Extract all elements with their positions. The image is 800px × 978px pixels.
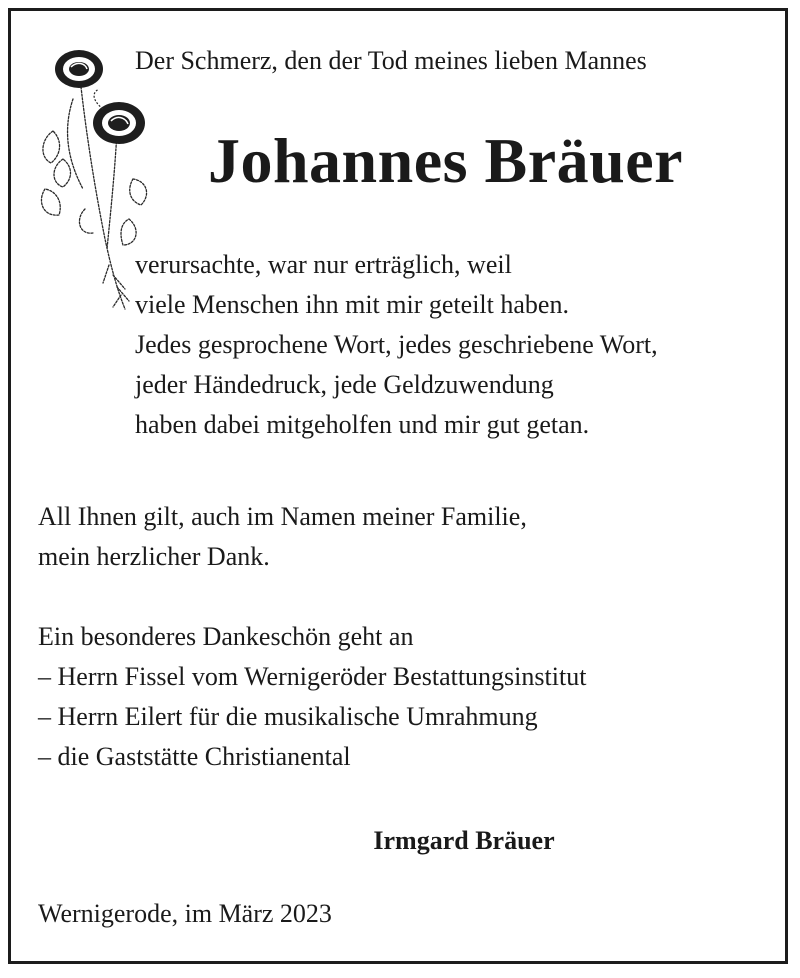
text-line: verursachte, war nur erträglich, weil [135, 250, 512, 279]
deceased-name: Johannes Bräuer [207, 125, 684, 196]
signature: Irmgard Bräuer [373, 826, 555, 855]
thanks-paragraph [135, 245, 658, 445]
obituary-notice [8, 8, 788, 964]
list-heading: Ein besonderes Dankeschön geht an [38, 622, 414, 651]
special-thanks-list [38, 617, 586, 777]
text-line: Jedes gesprochene Wort, jedes geschriebene Wort, [135, 330, 658, 359]
text-line: All Ihnen gilt, auch im Namen meiner Familie, [38, 502, 527, 531]
text-line: jeder Händedruck, jede Geldzuwendung [135, 370, 554, 399]
list-item: – Herrn Eilert für die musikalische Umrahmung [38, 702, 538, 731]
family-thanks-paragraph [38, 497, 527, 577]
intro-line: Der Schmerz, den der Tod meines lieben Mannes [135, 46, 647, 75]
text-line: mein herzlicher Dank. [38, 542, 270, 571]
text-line: haben dabei mitgeholfen und mir gut getan. [135, 410, 590, 439]
text-line: viele Menschen ihn mit mir geteilt haben. [135, 290, 569, 319]
list-item: – Herrn Fissel vom Wernigeröder Bestattungsinstitut [38, 662, 587, 691]
list-item: – die Gaststätte Christianental [38, 742, 351, 771]
place-date: Wernigerode, im März 2023 [38, 899, 332, 928]
